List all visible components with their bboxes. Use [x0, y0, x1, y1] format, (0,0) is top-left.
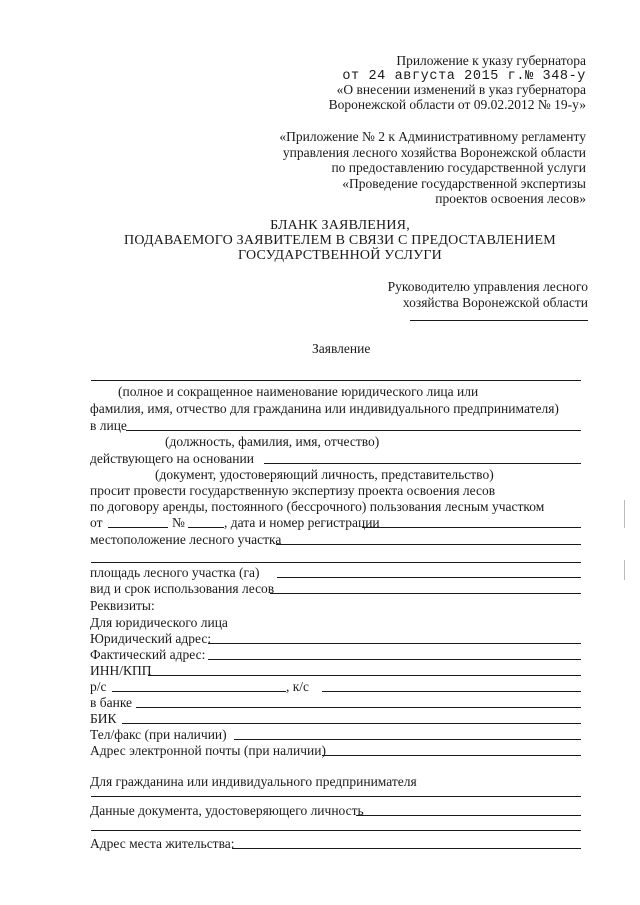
actual-address-line[interactable]: [208, 659, 581, 660]
date-registration-label: , дата и номер регистрации: [224, 515, 380, 530]
acting-basis-line[interactable]: [264, 463, 581, 464]
id-doc-line-2[interactable]: [91, 830, 581, 831]
addressee-line-1: Руководителю управления лесного: [387, 279, 588, 294]
decree-date-stamp: от 24 августа 2015 г.№ 348-у: [342, 69, 586, 84]
contract-date-line[interactable]: [108, 527, 168, 528]
registration-line[interactable]: [362, 527, 581, 528]
from-label: от: [90, 515, 103, 530]
bik-label: БИК: [90, 711, 117, 726]
title-line-1: БЛАНК ЗАЯВЛЕНИЯ,: [270, 218, 410, 233]
title-line-3: ГОСУДАРСТВЕННОЙ УСЛУГИ: [238, 248, 442, 263]
appendix-line-3: по предоставлению государственной услуги: [331, 160, 586, 175]
legal-address-label: Юридический адрес:: [90, 631, 212, 646]
rs-label: р/с: [90, 679, 107, 694]
in-person-label: в лице: [90, 418, 127, 433]
contract-number-line[interactable]: [188, 527, 224, 528]
acting-basis-label: действующего на основании: [90, 451, 254, 466]
applicant-hint-2: фамилия, имя, отчество для гражданина или индивидуального предпринимателя): [90, 401, 559, 416]
actual-address-label: Фактический адрес:: [90, 647, 206, 662]
applicant-hint-1: (полное и сокращенное наименование юридического лица или: [118, 384, 479, 399]
header-line-1: Приложение к указу губернатора: [396, 53, 586, 68]
legal-address-line[interactable]: [208, 643, 581, 644]
id-doc-line-1[interactable]: [356, 815, 581, 816]
addressee-line-2: хозяйства Воронежской области: [402, 295, 588, 310]
request-line-1: просит провести государственную экспертизу проекта освоения лесов: [90, 483, 496, 498]
rs-line[interactable]: [112, 691, 286, 692]
phone-fax-line[interactable]: [234, 739, 581, 740]
bank-label: в банке: [90, 695, 133, 710]
scan-mark: [624, 500, 625, 528]
ks-label: , к/с: [286, 679, 310, 694]
citizen-line[interactable]: [91, 796, 581, 797]
bik-line[interactable]: [122, 723, 581, 724]
area-line[interactable]: [277, 577, 581, 578]
number-sign: №: [172, 515, 185, 530]
requisites-label: Реквизиты:: [90, 598, 155, 613]
residence-label: Адрес места жительства:: [90, 836, 235, 851]
bank-line[interactable]: [136, 707, 581, 708]
location-label: местоположение лесного участка: [90, 532, 282, 547]
inn-kpp-line[interactable]: [148, 675, 581, 676]
ks-line[interactable]: [322, 691, 581, 692]
header-line-3: «О внесении изменений в указ губернатора: [336, 82, 586, 97]
for-legal-entity-label: Для юридического лица: [90, 615, 228, 630]
email-label: Адрес электронной почты (при наличии): [90, 743, 326, 758]
appendix-line-4: «Проведение государственной экспертизы: [342, 176, 586, 191]
for-citizen-label: Для гражданина или индивидуального предпринимателя: [90, 774, 417, 789]
basis-hint: (документ, удостоверяющий личность, представительство): [155, 467, 494, 482]
appendix-line-5: проектов освоения лесов»: [435, 191, 586, 206]
request-line-2: по договору аренды, постоянного (бессрочного) пользования лесным участком: [90, 499, 545, 514]
location-line-2[interactable]: [91, 562, 581, 563]
location-line-1[interactable]: [276, 544, 581, 545]
statement-heading: Заявление: [312, 341, 371, 356]
applicant-name-line[interactable]: [91, 380, 581, 381]
in-person-line[interactable]: [126, 430, 581, 431]
id-doc-label: Данные документа, удостоверяющего личность: [90, 803, 364, 818]
person-hint: (должность, фамилия, имя, отчество): [165, 434, 380, 449]
header-line-4: Воронежской области от 09.02.2012 № 19-у»: [328, 97, 586, 112]
inn-kpp-label: ИНН/КПП: [90, 663, 152, 678]
type-term-line[interactable]: [270, 593, 581, 594]
appendix-line-1: «Приложение № 2 к Административному регламенту: [279, 129, 586, 144]
type-term-label: вид и срок использования лесов: [90, 581, 275, 596]
residence-line[interactable]: [232, 848, 581, 849]
title-line-2: ПОДАВАЕМОГО ЗАЯВИТЕЛЕМ В СВЯЗИ С ПРЕДОСТАВЛЕНИЕМ: [124, 233, 556, 248]
addressee-name-line[interactable]: [410, 320, 588, 321]
email-line[interactable]: [322, 755, 581, 756]
area-label: площадь лесного участка (га): [90, 565, 260, 580]
scan-mark: [624, 560, 625, 580]
phone-fax-label: Тел/факс (при наличии): [90, 727, 227, 742]
appendix-line-2: управления лесного хозяйства Воронежской области: [282, 145, 586, 160]
